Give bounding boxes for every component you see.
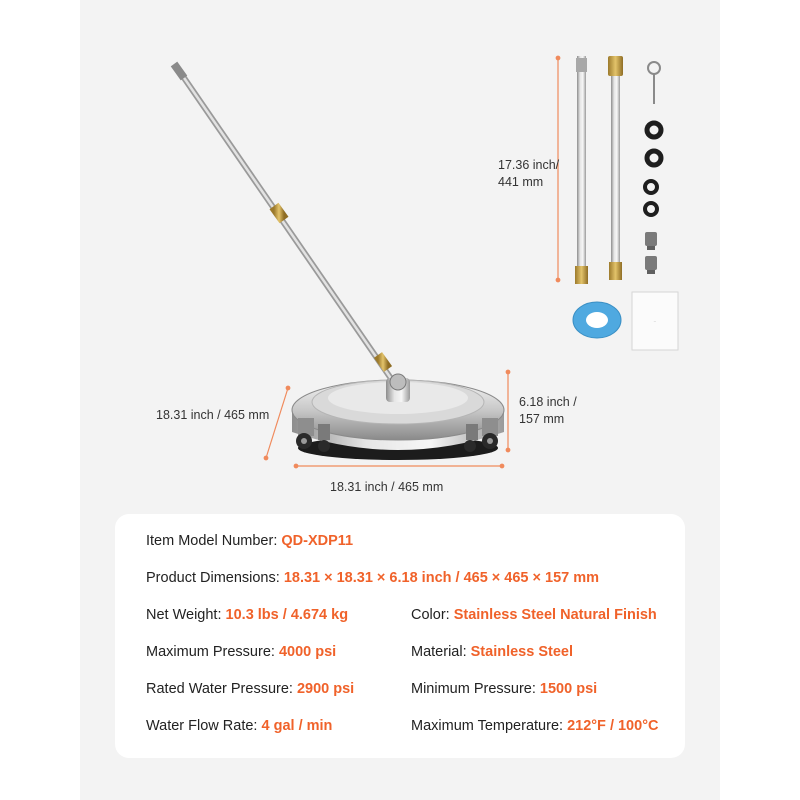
spec-dimensions [146, 570, 599, 586]
accessory-length-label: 17.36 inch/ 441 mm [498, 158, 560, 189]
spec-label: Color: [411, 607, 450, 623]
spec-model [146, 533, 353, 549]
height-label: 6.18 inch / 157 mm [519, 395, 577, 426]
spec-label: Minimum Pressure: [411, 681, 536, 697]
spec-value: Stainless Steel [470, 644, 573, 660]
spec-value: Stainless Steel Natural Finish [453, 607, 657, 623]
spec-rated-water-pressure [146, 681, 354, 697]
spec-weight [146, 607, 348, 623]
diameter-bottom-label: 18.31 inch / 465 mm [330, 480, 444, 494]
pin-tool [648, 62, 660, 104]
spec-value: 2900 psi [296, 681, 355, 697]
spec-max-pressure [146, 644, 336, 660]
spec-value: QD-XDP11 [281, 533, 354, 549]
spec-value: 1500 psi [539, 681, 598, 697]
spec-label: Rated Water Pressure: [146, 681, 293, 697]
spec-flow-rate [146, 718, 332, 734]
spec-value: 4000 psi [278, 644, 337, 660]
nozzles [645, 232, 657, 274]
spec-label: Material: [411, 644, 467, 660]
instruction-manual [632, 292, 678, 350]
surface-cleaner [292, 374, 504, 460]
spec-label: Net Weight: [146, 607, 222, 623]
spec-value: 4 gal / min [261, 718, 333, 734]
spec-material [411, 644, 573, 660]
spec-label: Water Flow Rate: [146, 718, 258, 734]
extension-rods [575, 56, 623, 284]
manual-text: ... [653, 319, 657, 323]
spec-value: 10.3 lbs / 4.674 kg [225, 607, 349, 623]
spec-max-temperature [411, 718, 658, 734]
spec-label: Maximum Temperature: [411, 718, 564, 734]
thread-seal-tape [573, 302, 621, 338]
spec-label: Maximum Pressure: [146, 644, 275, 660]
spec-min-pressure [411, 681, 597, 697]
spec-label: Product Dimensions: [146, 570, 280, 586]
wand-extension [174, 64, 392, 380]
spec-value: 18.31 × 18.31 × 6.18 inch / 465 × 465 × 157 mm [283, 570, 600, 586]
spec-color [411, 607, 657, 623]
diameter-side-label: 18.31 inch / 465 mm [156, 408, 270, 422]
spec-value: 212°F / 100°C [567, 718, 659, 734]
o-rings [645, 123, 661, 215]
spec-label: Item Model Number: [146, 533, 278, 549]
